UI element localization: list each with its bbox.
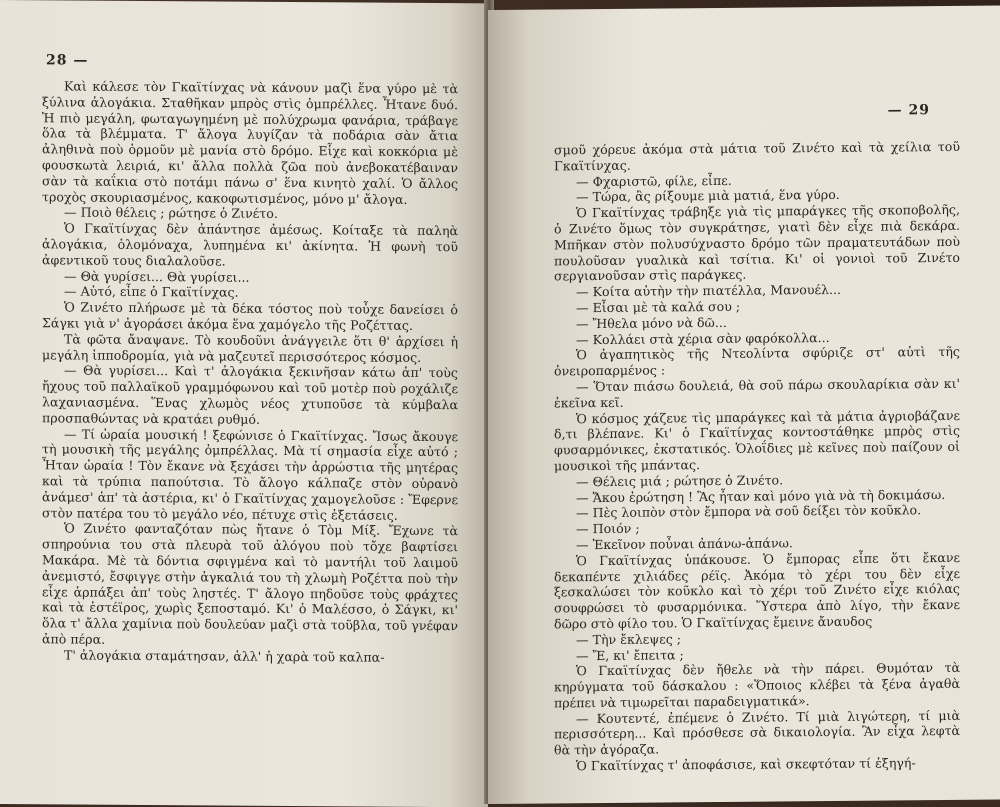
right-page-text (554, 139, 960, 774)
paragraph: Ὁ Ζινέτο φανταζόταν πὼς ἤτανε ὁ Τὸμ Μίξ. Ἔχωνε τὰ σπηρούνια του στὰ πλευρὰ τοῦ ἀλόγου ποὺ τὄχε βαφτίσει Μακάρα. Μὲ τὰ δόντια σφιγμένα καὶ τὸ μαντήλι τοῦ λαιμοῦ ἀνεμιστό, ἔσφιγγε στὴν ἀγκαλιά του τὴ χλωμὴ Ροζέττα ποὺ τὴν εἶχε ἁρπάξει ἀπ' τοὺς ληστές. Τ' ἄλογο πηδοῦσε τοὺς φράχτες καὶ τὰ ἐστέϊρος, χωρὶς ξεποσταμό. Κι' ὁ Μαλέσσο, ὁ Σάγκι, κι' ὅλα τ' ἄλλα χαμίνια ποὺ δουλεύαν μαζὶ στὰ τοῦβλα, τοῦ γνέφαν ἀπὸ πέρα. (42, 520, 458, 647)
left-page (0, 0, 488, 807)
paragraph: — Εἶσαι μὲ τὰ καλά σου ; (576, 298, 741, 316)
paragraph: — Ἤθελα μόνο νὰ δῶ... (576, 314, 727, 331)
paragraph: — Τὴν ἔκλεψες ; (576, 631, 682, 647)
paragraph: Ὁ Γκαϊτίνχας ὑπάκουσε. Ὁ ἔμπορας εἶπε ὅτι ἔκανε δεκαπέντε χιλιάδες ρέϊς. Ἀκόμα τὸ χέρι του δὲν εἶχε ξεσκαλώσει τὸν κοῦκλο καὶ τὸ χέρι τοῦ Ζινέτο εἶχε κιόλας σουφρώσει τὸ φυσαρμόνικα. Ὕστερα ἀπὸ λίγο, τὴν ἔκανε δῶρο στὸ φίλο του. Ὁ Γκαϊτίνχας ἔμεινε ἄναυδος (554, 549, 960, 632)
paragraph: — Θὰ γυρίσει... Καὶ τ' ἀλογάκια ξεκινῆσαν κάτω ἀπ' τοὺς ἤχους τοῦ παλλαϊκοῦ γραμμόφωνου καὶ τοῦ μοτὲρ ποὺ ροχάλιζε λαχανιασμένα. Ἕνας χλωμὸς νέος χτυποῦσε τὰ κύμβαλα προσπαθώντας νὰ κρατάει ρυθμό. (42, 362, 458, 427)
paragraph: Ὁ Γκαϊτίνχας δὲν ἀπάντησε ἀμέσως. Κοίταξε τὰ παληὰ ἀλογάκια, ὁλομόναχα, λυπημένα κι' ἀκίνητα. Ἡ φωνὴ τοῦ ἀφεντικοῦ τους διαλαλοῦσε. (42, 220, 458, 269)
paragraph: Ὁ Γκαϊτίνχας τ' ἀποφάσισε, καὶ σκεφτόταν τί ἐξηγή- (576, 755, 916, 774)
paragraph: — Κουτεντέ, ἐπέμενε ὁ Ζινέτο. Τί μιὰ λιγώτερη, τί μιὰ περισσότερη... Καὶ πρόσθεσε σὰ δικαιολογία. Ἂν εἶχα λεφτὰ θὰ τὴν ἀγόραζα. (554, 707, 960, 758)
paragraph: — Θὰ γυρίσει... Θὰ γυρίσει... (64, 268, 250, 285)
paragraph: — Ὅταν πιάσω δουλειά, θὰ σοῦ πάρω σκουλαρίκια σὰν κι' ἐκεῖνα κεῖ. (554, 375, 960, 411)
page-number-left: 28 — (46, 52, 89, 69)
page-number-right: — 29 (887, 102, 930, 119)
paragraph: — Θέλεις μιά ; ρώτησε ὁ Ζινέτο. (576, 472, 784, 489)
paragraph: Ὁ ἀγαπητικὸς τῆς Ντεολίντα σφύριζε στ' αὐτὶ τῆς ὀνειροπαρμένος : (554, 344, 960, 379)
paragraph: — Πὲς λοιπὸν στὸν ἔμπορα νὰ σοῦ δείξει τὸν κοῦκλο. (576, 502, 922, 521)
paragraph: Τ' ἀλογάκια σταμάτησαν, ἀλλ' ἡ χαρὰ τοῦ καλπα- (64, 647, 385, 665)
paragraph: — Ἄκου ἐρώτηση ! Ἂς ἦταν καὶ μόνο γιὰ νὰ τὴ δοκιμάσω. (576, 486, 946, 505)
right-page (488, 6, 1000, 804)
paragraph: — Τί ὡραία μουσική ! ξεφώνισε ὁ Γκαϊτίνχας. Ἴσως ἄκουγε τὴ μουσικὴ τῆς μεγάλης ὀμπρέλλας. Μὰ τί σημασία εἶχε αὐτό ; Ἦταν ὡραία ! Τὸν ἔκανε νὰ ξεχάσει τὴν ἀρρώστια τῆς μητέρας καὶ τὰ τρύπια παπούτσια. Τὸ ἄλογο κάλπαζε στὸν οὐρανὸ ἀνάμεσ' ἀπ' τὰ ἀστέρια, κι' ὁ Γκαϊτίνχας χαμογελοῦσε : Ἔφερνε στὸν πατέρα του τὸ μεγάλο νέο, πέτυχε στὶς ἐξετάσεις. (42, 425, 458, 523)
paragraph: — Τώρα, ἂς ρίξουμε μιὰ ματιά, ἕνα γύρο. (576, 187, 840, 205)
paragraph: Ὁ κόσμος χάζευε τὶς μπαράγκες καὶ τὰ μάτια ἀγριοβάζανε δ,τι βλέπανε. Κι' ὁ Γκαϊτίνχας κοντοστάθηκε μπρὸς στὶς φυσαρμόνικες, ἐκστατικός. Ὁλοΐδιες μὲ κεῖνες ποὺ παίζουν οἱ μουσικοὶ τῆς μπάντας. (554, 407, 960, 474)
paragraph: Καὶ κάλεσε τὸν Γκαϊτίνχας νὰ κάνουν μαζὶ ἕνα γύρο μὲ τὰ ξύλινα ἀλογάκια. Σταθῆκαν μπρὸς στὶς ὀμπρέλλες. Ἦτανε δυό. Ἡ πιὸ μεγάλη, φωταγωγημένη μὲ πολύχρωμα φανάρια, τράβαγε ὅλα τὰ βλέμματα. Τ' ἄλογα λυγίζαν τὰ ποδάρια σὰν ἄτια ἀληθινὰ ποὺ ὁρμοῦν μὲ μανία στὸ δρόμο. Εἶχε καὶ κοκκόρια μὲ φουσκωτὰ λειριά, κι' ἄλλα πολλὰ ζῶα ποὺ ἀνεβοκατέβαιναν σὰν τὰ καΐκια στὸ ποτάμι πάνω σ' ἕνα κινητὸ χαλί. Ὁ ἄλλος τροχὸς σκουριασμένος, κακοφωτισμένος, μόνο μ' ἄλογα. (42, 78, 458, 207)
paragraph: Ὁ Ζινέτο πλήρωσε μὲ τὰ δέκα τόστος ποὺ τοὖχε δανείσει ὁ Σάγκι γιὰ ν' ἀγοράσει ἀκόμα ἕνα χαμόγελο τῆς Ροζέττας. (42, 299, 458, 333)
paragraph: — Ποιὸ θέλεις ; ρώτησε ὁ Ζινέτο. (64, 204, 278, 222)
paragraph: — Κολλάει στὰ χέρια σὰν φαρόκολλα... (576, 329, 830, 347)
paragraph: Ὁ Γκαϊτίνχας δὲν ἤθελε νὰ τὴν πάρει. Θυμόταν τὰ κηρύγματα τοῦ δάσκαλου : «Ὅποιος κλέβει τὰ ξένα ἀγαθὰ πρέπει νὰ τιμωρεῖται παραδειγματικά». (554, 660, 960, 711)
left-page-text (42, 78, 458, 665)
paragraph: — Φχαριστῶ, φίλε, εἶπε. (576, 172, 732, 189)
paragraph: — Ποιόν ; (576, 520, 640, 537)
paragraph: Τὰ φῶτα ἄναψανε. Τὸ κουδοῦνι ἀνάγγειλε ὅτι θ' ἀρχίσει ἡ μεγάλη ἱπποδρομία, γιὰ νὰ μαζευτεῖ περισσότερος κόσμος. (42, 331, 458, 365)
paragraph: — Αὐτό, εἶπε ὁ Γκαϊτίνχας. (64, 283, 239, 301)
paragraph: — Ἐκεῖνον ποὖναι ἀπάνω-ἀπάνω. (576, 535, 793, 553)
paragraph: — Κοίτα αὐτὴν τὴν πιατέλλα, Μανουέλ... (576, 282, 841, 300)
paragraph: — Ἔ, κι' ἔπειτα ; (576, 646, 684, 663)
paragraph: σμοῦ χόρευε ἀκόμα στὰ μάτια τοῦ Ζινέτο καὶ τὰ χείλια τοῦ Γκαϊτίνχας. (554, 138, 960, 174)
paragraph: Ὁ Γκαϊτίνχας τράβηξε γιὰ τὶς μπαράγκες τῆς σκοποβολῆς, ὁ Ζινέτο ὅμως τὸν συγκράτησε, γιατὶ δὲν εἶχε πιὰ δεκάρα. Μπῆκαν στὸν πολυσύχναστο δρόμο τῶν πραματευτάδων ποὺ πουλοῦσαν γυαλικὰ καὶ τσίτια. Κι' οἱ γονιοὶ τοῦ Ζινέτο σεργιανοῦσαν στὶς παράγκες. (554, 202, 960, 284)
